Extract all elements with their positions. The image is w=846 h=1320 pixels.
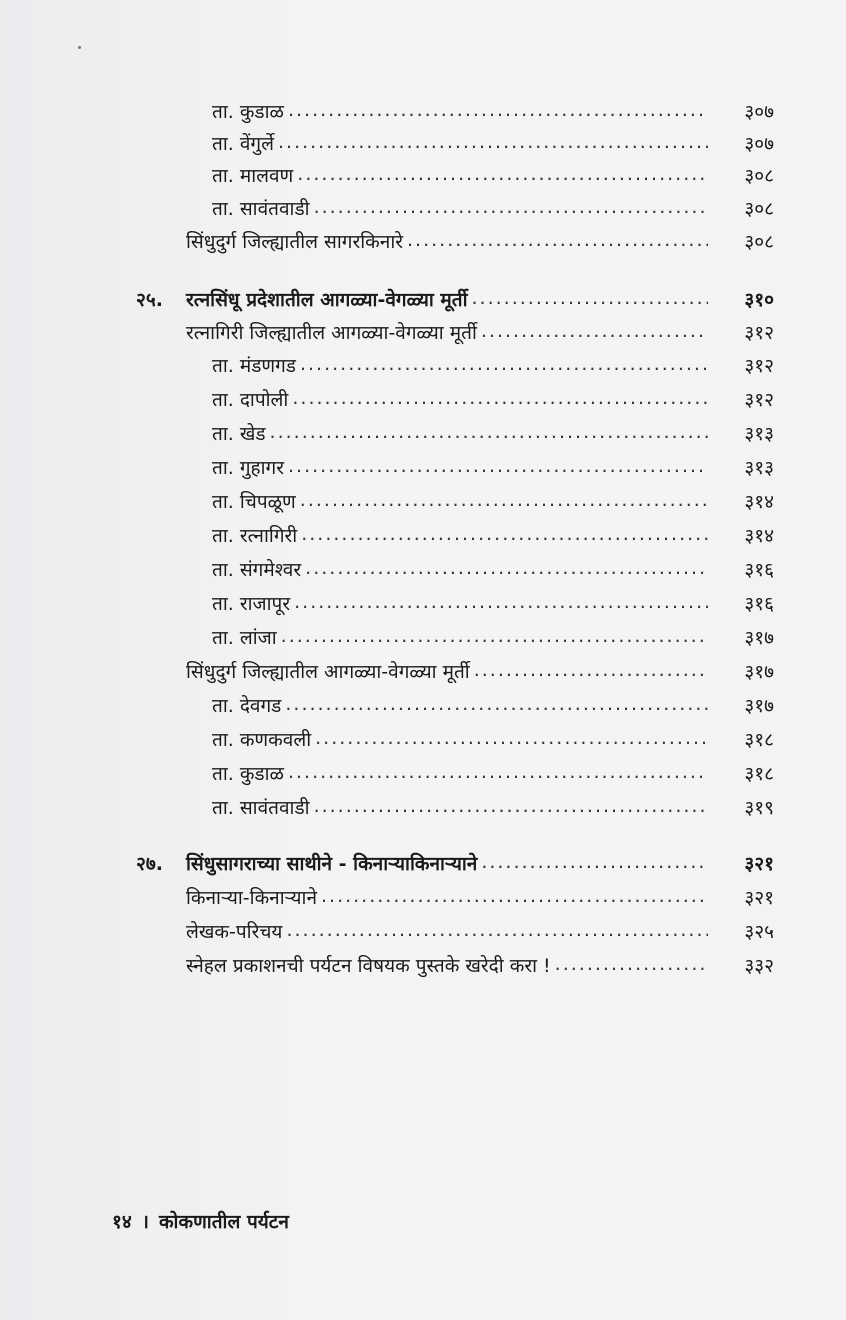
toc-entry: [212, 448, 774, 480]
toc-entry-page: ३२१: [744, 887, 774, 909]
leader-dots: [288, 760, 708, 784]
toc-entry-title: ता. सावंतवाडी: [212, 198, 310, 220]
toc-chapter: [136, 280, 774, 312]
toc-entry: [212, 516, 774, 548]
toc-entry-title: ता. देवगड: [212, 695, 282, 717]
leader-dots: [285, 692, 708, 716]
toc-entry: [186, 878, 774, 910]
leader-dots: [472, 286, 709, 310]
toc-entry-title: ता. मालवण: [212, 165, 294, 187]
chapter-number: २५.: [136, 289, 163, 311]
toc-entry-title: ता. राजापूर: [212, 593, 291, 615]
leader-dots: [300, 352, 708, 376]
toc-entry: [212, 414, 774, 446]
leader-dots: [301, 522, 708, 546]
leader-dots: [481, 319, 708, 343]
toc-entry-page: ३०८: [744, 198, 774, 220]
toc-entry: [212, 124, 774, 156]
toc-entry: [212, 788, 774, 820]
toc-entry: [186, 222, 774, 254]
leader-dots: [292, 386, 708, 410]
leader-dots: [314, 794, 708, 818]
toc-entry-page: ३०८: [744, 231, 774, 253]
toc-entry: [212, 189, 774, 221]
toc-entry-title: लेखक-परिचय: [186, 921, 283, 943]
toc-entry-title: ता. वेंगुर्ले: [212, 133, 274, 155]
leader-dots: [481, 850, 708, 874]
toc-entry: [186, 912, 774, 944]
leader-dots: [321, 884, 708, 908]
toc-entry-page: ३१६: [744, 559, 774, 581]
toc-entry: [212, 754, 774, 786]
toc-entry-page: ३२५: [744, 921, 774, 943]
toc-entry-page: ३१८: [744, 763, 774, 785]
toc-entry-page: ३१८: [744, 729, 774, 751]
toc-entry-page: ३१०: [744, 289, 774, 311]
leader-dots: [315, 726, 708, 750]
toc-entry: [212, 380, 774, 412]
leader-dots: [288, 98, 708, 122]
toc-entry-title: ता. कुडाळ: [212, 101, 284, 123]
toc-entry-page: ३१४: [744, 525, 774, 547]
toc-entry-page: ३१३: [744, 457, 774, 479]
leader-dots: [314, 195, 708, 219]
toc-chapter: [136, 844, 774, 876]
toc-entry-title: सिंधुदुर्ग जिल्ह्यातील सागरकिनारे: [186, 231, 404, 253]
paper-speck: [78, 46, 81, 49]
toc-entry: [186, 946, 774, 978]
footer-separator: ।: [141, 1211, 149, 1233]
toc-entry-page: ३१३: [744, 423, 774, 445]
toc-entry-title: रत्नागिरी जिल्ह्यातील आगळ्या-वेगळ्या मूर्ती: [186, 322, 477, 344]
toc-entry: [212, 618, 774, 650]
leader-dots: [278, 130, 708, 154]
toc-entry: [186, 313, 774, 345]
leader-dots: [300, 488, 708, 512]
toc-entry-page: ३१२: [744, 389, 774, 411]
leader-dots: [297, 162, 708, 186]
toc-entry-page: ३०७: [744, 101, 774, 123]
toc-entry: [212, 686, 774, 718]
toc-entry-title: ता. चिपळूण: [212, 491, 296, 513]
toc-entry-title: ता. खेड: [212, 423, 266, 445]
toc-entry-page: ३१२: [744, 322, 774, 344]
leader-dots: [281, 624, 708, 648]
toc-entry-page: ३१७: [744, 627, 774, 649]
leader-dots: [294, 590, 708, 614]
toc-entry-title: ता. मंडणगड: [212, 355, 296, 377]
toc-entry-page: ३१६: [744, 593, 774, 615]
toc-entry-title: ता. कुडाळ: [212, 763, 284, 785]
leader-dots: [286, 918, 708, 942]
toc-entry-title: सिंधुसागराच्या साथीने - किनाऱ्याकिनाऱ्याने: [186, 853, 478, 875]
leader-dots: [474, 658, 708, 682]
toc-entry-page: ३१४: [744, 491, 774, 513]
leader-dots: [270, 420, 708, 444]
toc-entry: [212, 156, 774, 188]
toc-entry-title: ता. कणकवली: [212, 729, 312, 751]
toc-entry: [186, 652, 774, 684]
toc-entry-page: ३०७: [744, 133, 774, 155]
footer-page-number: १४: [112, 1211, 132, 1233]
leader-dots: [288, 454, 708, 478]
toc-entry-page: ३१७: [744, 695, 774, 717]
toc-entry: [212, 92, 774, 124]
toc-entry: [212, 584, 774, 616]
toc-entry-page: ३१७: [744, 661, 774, 683]
toc-entry-title: ता. लांजा: [212, 627, 277, 649]
toc-entry-title: रत्नसिंधू प्रदेशातील आगळ्या-वेगळ्या मूर्ती: [186, 289, 468, 311]
toc-entry-page: ३१२: [744, 355, 774, 377]
leader-dots: [305, 556, 708, 580]
toc-entry: [212, 346, 774, 378]
chapter-number: २७.: [136, 853, 163, 875]
toc-entry-title: ता. संगमेश्वर: [212, 559, 302, 581]
toc-entry-page: ३०८: [744, 165, 774, 187]
toc-entry-page: ३३२: [744, 955, 774, 977]
page-footer: [112, 1208, 289, 1234]
toc-entry-title: स्नेहल प्रकाशनची पर्यटन विषयक पुस्तके खरेदी करा !: [186, 955, 551, 977]
leader-dots: [407, 228, 708, 252]
toc-entry-title: किनाऱ्या-किनाऱ्याने: [186, 887, 317, 909]
toc-entry-page: ३१९: [744, 797, 774, 819]
toc-entry-title: ता. रत्नागिरी: [212, 525, 298, 547]
toc-entry: [212, 720, 774, 752]
toc-entry-title: सिंधुदुर्ग जिल्ह्यातील आगळ्या-वेगळ्या मूर्ती: [186, 661, 470, 683]
toc-entry-page: ३२१: [744, 853, 774, 875]
toc-entry-title: ता. सावंतवाडी: [212, 797, 310, 819]
toc-entry: [212, 482, 774, 514]
footer-book-title: कोकणातील पर्यटन: [158, 1211, 289, 1233]
toc-entry: [212, 550, 774, 582]
toc-entry-title: ता. गुहागर: [212, 457, 285, 479]
toc-entry-title: ता. दापोली: [212, 389, 289, 411]
leader-dots: [555, 952, 708, 976]
